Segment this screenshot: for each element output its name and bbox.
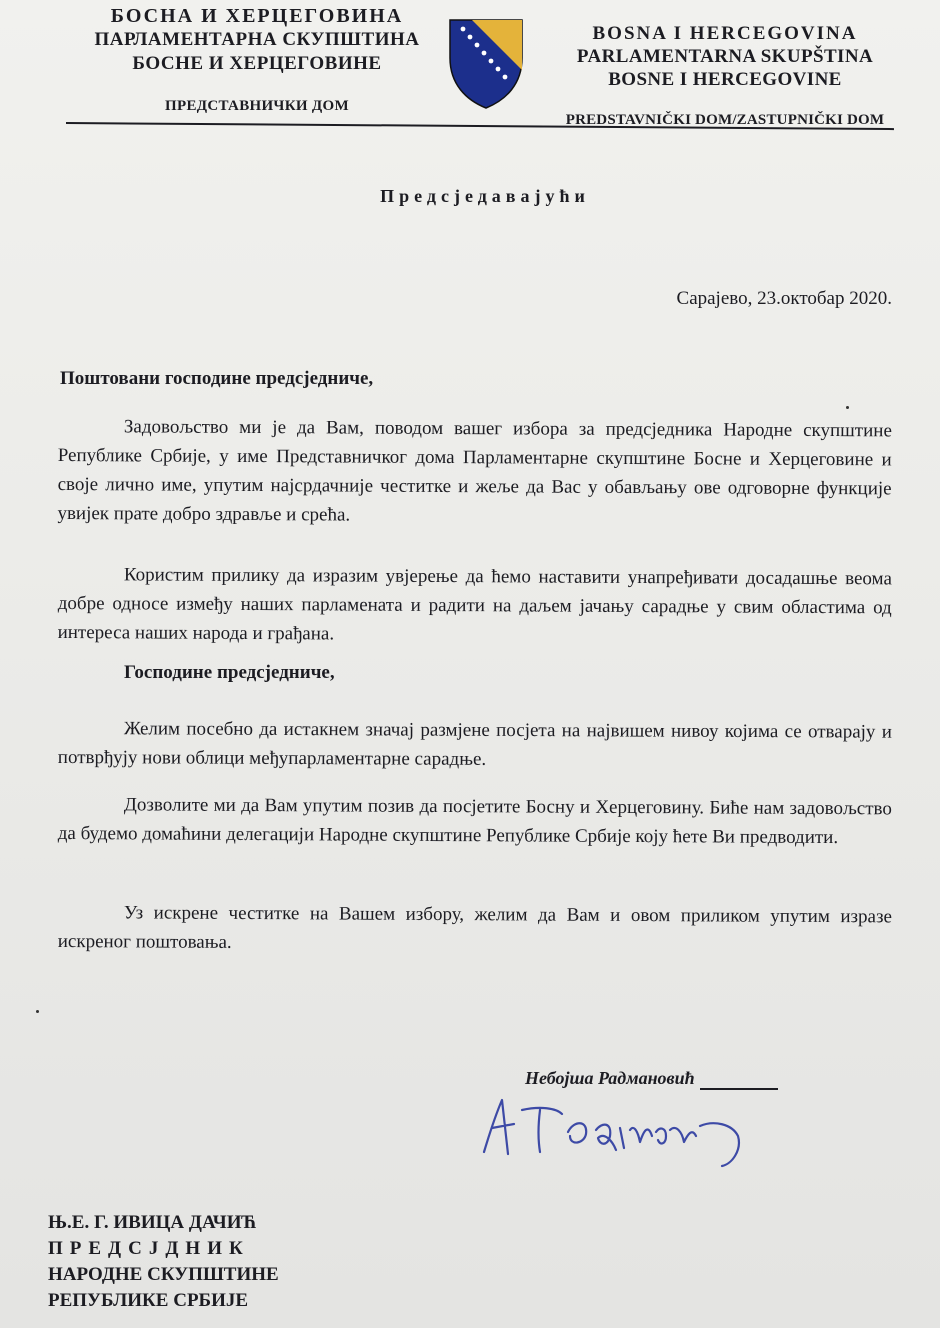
- header-right-latin: [525, 22, 925, 132]
- header-house-cyrillic: ПРЕДСТАВНИЧКИ ДОМ: [165, 98, 349, 114]
- header-country-latin: BOSNA I HERCEGOVINA: [592, 23, 858, 44]
- paper-speck: [846, 406, 849, 409]
- handwritten-signature: [470, 1080, 770, 1170]
- header-parliament-cyrillic: ПАРЛАМЕНТАРНА СКУПШТИНА: [94, 29, 420, 50]
- salutation: Поштовани господине предсједниче,: [60, 368, 374, 389]
- recipient-country: РЕПУБЛИКЕ СРБИЈЕ: [48, 1290, 249, 1311]
- header-parliament-latin: PARLAMENTARNA SKUPŠTINA: [576, 46, 874, 67]
- header-country-genitive-cyrillic: БОСНЕ И ХЕРЦЕГОВИНЕ: [132, 53, 382, 74]
- paragraph-relations: Користим прилику да изразим увјерење да ћемо наставити унапређивати досадашње веома добре односе између наших парламената и радити на даљем јачању сарадње у свим областима од интереса наших народа и грађана.: [57, 564, 892, 645]
- paper-speck: [36, 1010, 39, 1013]
- recipient-name: Њ.Е. Г. ИВИЦА ДАЧИЋ: [48, 1212, 257, 1233]
- paragraph-invitation: Дозволите ми да Вам упутим позив да посјетите Босну и Херцеговину. Биће нам задовољство да будемо домаћини делегацији Народне скупштине Републике Србије коју ћете Ви предводити.: [57, 794, 892, 849]
- header-country-cyrillic: БОСНА И ХЕРЦЕГОВИНА: [110, 5, 404, 27]
- recipient-block: [48, 1210, 279, 1314]
- header-left-cyrillic: [62, 4, 452, 118]
- paragraph-closing: Уз искрене честитке на Вашем избору, желим да Вам и овом приликом упутим изразе искреног поштовања.: [57, 902, 892, 953]
- recipient-institution: НАРОДНЕ СКУПШТИНЕ: [48, 1264, 279, 1285]
- signer-name: Небојша Радмановић: [525, 1068, 695, 1088]
- paragraph-visits: Желим посебно да истакнем значај размјене посјета на највишем нивоу којима се отварају и потврђују нови облици међупарламентарне сарадње.: [57, 718, 892, 770]
- second-address: Господине предсједниче,: [124, 662, 335, 683]
- header-house-latin: PREDSTAVNIČKI DOM/ZASTUPNIČKI DOM: [565, 112, 885, 128]
- header-country-genitive-latin: BOSNE I HERCEGOVINE: [608, 69, 842, 90]
- paragraph-congratulations: Задовољство ми је да Вам, поводом вашег избора за предсједника Народне скупштине Републике Србије, у име Представничког дома Парламентарне скупштине Босне и Херцеговине и своје лично име, упутим најсрдачније честитке и жеље да Вас у обављању ове одговорне функције увијек прате добро здравље и срећа.: [57, 416, 892, 526]
- bih-coat-of-arms-icon: [446, 18, 526, 110]
- sender-title: Предсједавајући: [380, 186, 590, 206]
- recipient-title: ПРЕДСЈДНИК: [48, 1238, 250, 1259]
- letter-date: Сарајево, 23.октобар 2020.: [676, 288, 892, 309]
